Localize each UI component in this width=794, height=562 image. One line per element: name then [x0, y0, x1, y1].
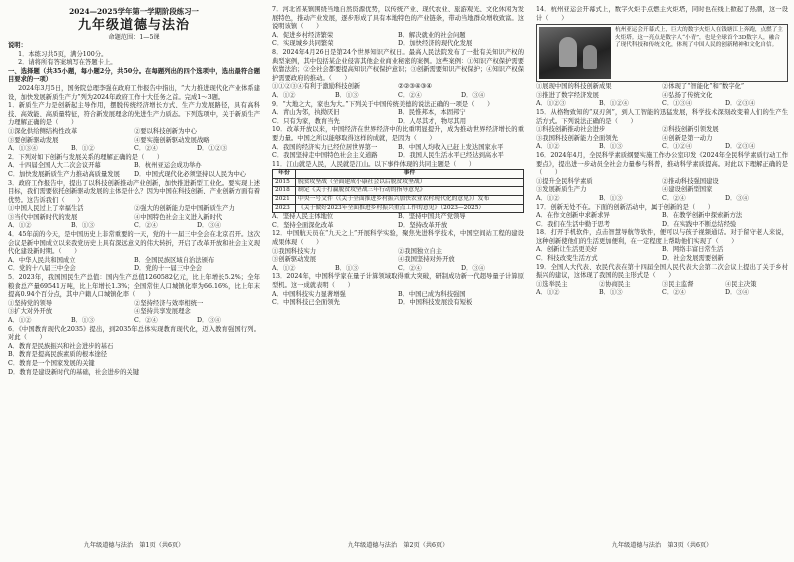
option: C．坚持全面深化改革 [272, 221, 334, 229]
option: D．在实践中不断总结经验 [662, 220, 737, 228]
exam-title: 2024—2025学年第一学期阶段练习一 [69, 7, 199, 16]
question-number: 6 [8, 325, 13, 333]
option: B．网络丰富日常生活 [662, 246, 724, 254]
question-stem: 打开手机软件，点击智慧导航等软件，便可以与孩子视频通话。对于留守老人来说，这种创新使他们的生活更加便利，在一定程度上帮助他们实现了（ ） [536, 229, 788, 245]
option: C．中国科技已全面领先 [272, 299, 340, 307]
answer-choice: B．①③ [335, 264, 359, 272]
question-8: 8．2024年4月26日是第24个世界知识产权日。最高人民法院发布了一批有关知识产权的典型案例，其中包括某企业侵害其他企业商业秘密的案例。这些案例：①知识产权保护需要依靠法治；②全社会都要提高知识产权保护意识；③创新需要知识产权保护；④知识产权保护需要政府的推动。（ ） ①①②③④有利于激励科技创新 ②②③④③④ A．①② B．①③ C．②④ D．③④ [272, 48, 524, 99]
question-number: 4 [8, 231, 13, 239]
table-header-event: 事件 [295, 170, 523, 179]
option: ①科技创新推动社会进步 [536, 126, 606, 134]
question-16: 16．2024年4月，全民科学素质纲要实施工作办公室印发《2024年全民科学素质行动工作要点》，提出进一步动员全社会力量参与科普，推动科学素质提高。对此以下理解正确的是（ ） ①提升全民科学素质 ②推动科技强国建设 ③发展新质生产力 ④建设创新型国家 A．①② B．①③ C．②④ D．③④ [536, 151, 788, 202]
question-stem: 2023年，我国国民生产总值：国内生产总值1260582亿元，比上年增长5.2%；全年粮食总产量69541万吨，比上年增长1.3%；全国常住人口城镇化率为66.16%，比上年末提高0.94个百分点，其中户籍人口城镇化率（ ） [8, 274, 260, 299]
answer-choice: D．③④ [461, 91, 485, 99]
question-3: 3．政府工作报告中，提出了以科技创新推动产业创新，加快推进新型工业化。要实现上述目标，我们需要依托创新驱动发展的主体是什么？因为中国在科技创新、产业创新方面有着优势。这告诉我们（ ） ①中国人民过上了幸福生活 ②强大的创新能力是中国新质生产力 ③当代中国新时代的发展 ④中国特色社会主义进入新时代 A．①② B．①③ C．②④ D．③④ [8, 179, 260, 230]
question-2: 2．下列对如下创新与发展关系的理解正确的是（ ） A．十四届全国人大二次会议开幕 B．杭州亚运会成功举办 C．加快发展新质生产力推动高质量发展 D．中国式现代化必须坚持以人民为中心 [8, 154, 260, 180]
option: ③民主监督 [662, 280, 694, 288]
option: ②体现了“智能化”和“数字化” [662, 83, 745, 91]
table-cell: 2018 [273, 187, 296, 196]
question-number: 14 [536, 6, 545, 13]
table-row [273, 187, 524, 196]
answer-choice: C．②④ [134, 222, 158, 230]
option: B．杭州亚运会成功举办 [134, 162, 202, 170]
note-1: 1．本练习共5页，满分100分。 [18, 50, 108, 58]
table-row [273, 196, 524, 205]
option: ①我国科技实力 [272, 247, 317, 255]
answer-choice: C．②④ [398, 91, 422, 99]
answer-choice: D．③④ [461, 264, 485, 272]
question-number: 7 [272, 6, 277, 13]
question-stem: 从格物致知的“双刃剑”，到人工智能的迅猛发展，科学技术深刻改变着人们的生产生活方式。下列说法正确的是（ ） [536, 108, 788, 125]
option: C．只有为家，教育当先 [272, 117, 340, 125]
question-1: 1．新质生产力是创新起主导作用，摆脱传统经济增长方式、生产力发展路径，具有高科技、高效能、高质量特征，符合新发展理念的先进生产力质态。下列选项中，关于新质生产力理解正确的是（ ） ①深化供给侧结构性改革 ②要以科技创新为中心 ③要创新驱动发展 ④要实施创新驱动发展战略 A．①③④ B．①② C．②④ D．①②③ [8, 102, 260, 153]
option: ②强大的创新能力是中国新质生产力 [134, 205, 235, 213]
question-number: 12 [272, 230, 281, 238]
option: ①选举民主 [536, 280, 568, 288]
question-number: 8 [272, 48, 277, 56]
answer-choice: D．③④ [725, 289, 749, 297]
option: A．坚持人民主体地位 [272, 213, 334, 221]
answer-choice: A．①② [536, 194, 560, 202]
option: D．中国科技发展没有短板 [398, 299, 473, 307]
option: ②②③④③④ [398, 83, 432, 91]
question-stem: 杭州亚运会开幕式上，数字火炬手点燃主火炬塔，同时也在线上掀起了热潮，这一设计（ ） [536, 6, 788, 22]
option: ②推动科技强国建设 [662, 177, 719, 185]
material-box [536, 24, 788, 82]
answer-choice: D．③④ [197, 222, 221, 230]
question-stem: 下列对如下创新与发展关系的理解正确的是（ ） [18, 153, 164, 161]
question-number: 15 [536, 108, 545, 116]
table-cell: 《关于做好2023年全面推进乡村振兴重点工作的意见》（2023—2025） [295, 204, 523, 213]
question-10: 10．改革开放以来，中国经济在世界经济中的比重明显提升，成为推动世界经济增长的重要力量。中国之所以能够取得这样的成就，是因为（ ） A．我国的经济实力已经位居世界第一 B．中国人均收入已赶上发达国家水平 C．我国坚持走中国特色社会主义道路 D．我国人民生活水平已经达到高水平 [272, 126, 524, 160]
option: ②坚持经济与效率相统一 [134, 299, 204, 307]
option: D．中国式现代化必须坚持以人民为中心 [134, 170, 247, 178]
column-2 [272, 6, 524, 554]
option: B．坚持中国共产党领导 [398, 213, 466, 221]
option: ④弘扬了传统文化 [662, 91, 713, 99]
option: ③我国科技创新能力全面领先 [536, 134, 618, 142]
answer-choice: A．①②③ [536, 100, 566, 108]
question-5: 5．2023年，我国国民生产总值：国内生产总值1260582亿元，比上年增长5.2%；全年粮食总产量69541万吨，比上年增长1.3%；全国常住人口城镇化率为66.16%，比上年末提高0.94个百分点，其中户籍人口城镇化率（ ） ①坚持党的领导 ②坚持经济与效率相统一 ③扩大对外开放 ④坚持共享发展理念 A．①② B．①③ C．②④ D．③④ [8, 274, 260, 324]
answer-choice: D．③④ [197, 317, 221, 324]
question-number: 17 [536, 203, 545, 211]
option: C．教育是一个国家发展的关键 [8, 359, 95, 367]
answer-choice: B．①③ [599, 194, 623, 202]
answer-choice: C．②④ [398, 264, 422, 272]
option: D．加快经济的现代化发展 [398, 40, 473, 48]
intro-text: 2024年3月5日，国务院总理李强在政府工作报告中指出，“大力推进现代化产业体系建设，加快发展新质生产力”列为2024年政府工作十大任务之首。完成1～3题。 [8, 84, 260, 101]
page-footer-3: 九年级道德与法治 第3页（共6页） [611, 542, 713, 550]
option: C．我们在生活中勤于思考 [536, 220, 611, 228]
option: ④建设创新型国家 [662, 186, 713, 194]
answer-choice: C．②④ [662, 194, 686, 202]
option: D．坚持改革开放 [398, 221, 448, 229]
question-stem: 创新无处不在。下面的创新活动中，属于创新的是（ ） [550, 203, 715, 211]
exam-scope: 命题范围：1—5课 [108, 34, 160, 41]
option: A．青山为邻，执拗厌旧 [272, 109, 340, 117]
answer-choice: A．①② [272, 264, 296, 272]
answer-choice: A．①② [536, 143, 560, 151]
question-number: 11 [272, 160, 281, 168]
question-stem: 2024年4月26日是第24个世界知识产权日。最高人民法院发布了一批有关知识产权的典型案例，其中包括某企业侵害其他企业商业秘密的案例。这些案例：①知识产权保护需要依靠法治；②全社会都要提高知识产权保护意识；③创新需要知识产权保护；④知识产权保护需要政府的推动。（ ） [272, 48, 524, 82]
question-11: 11．江山就是人民，人民就是江山。以下事件体现的共同主题是（ ） 年份 事件 2015 脱贫攻坚战（全面建成小康社会以后脱贫攻坚战） 2018 制定《关于打赢脱贫攻坚战三年行动的指导意见》 2021 中央一号文件（《关于全面推进乡村振兴加快农业农村现代化的意见》）发布 2023 《关于做好2023年全面推进乡村振兴重点工作的意见》（2023—2025） A．坚持人民主体地位 B．坚持中国共产党领导 C．坚持全面深化改革 D．坚持改革开放 [272, 161, 524, 231]
notes-label: 说明： [8, 42, 27, 49]
question-number: 1 [8, 102, 13, 110]
answer-choice: A．①② [8, 222, 32, 230]
option: ①深化供给侧结构性改革 [8, 127, 78, 135]
question-stem: 新质生产力是创新起主导作用，摆脱传统经济增长方式、生产力发展路径，具有高科技、高效能、高质量特征，符合新发展理念的先进生产力质态。下列选项中，关于新质生产力理解正确的是（ ） [8, 102, 260, 127]
answer-choice: D．①②③ [197, 145, 228, 153]
answer-choice: C．②④ [662, 289, 686, 297]
question-number: 18 [536, 229, 545, 237]
option: ②协商民主 [599, 280, 631, 288]
question-stem: 2024年4月，全民科学素质纲要实施工作办公室印发《2024年全民科学素质行动工作要点》，提出进一步动员全社会力量参与科普，推动科学素质提高。对此以下理解正确的是（ ） [536, 151, 788, 177]
question-stem: 政府工作报告中，提出了以科技创新推动产业创新，加快推进新型工业化。要实现上述目标，我们需要依托创新驱动发展的主体是什么？因为中国在科技创新、产业创新方面有着优势。这告诉我们（ ） [8, 179, 260, 204]
option: ④民主决策 [725, 280, 757, 288]
table-cell: 中央一号文件（《关于全面推进乡村振兴加快农业农村现代化的意见》）发布 [295, 196, 523, 205]
table-cell: 2021 [273, 196, 296, 205]
answer-choice: B．①③ [335, 91, 359, 99]
question-18: 18．打开手机软件，点击智慧导航等软件，便可以与孩子视频通话。对于留守老人来说，这种创新使他们的生活更加便利，在一定程度上帮助他们实现了（ ） A．创新让生活更美好 B．网络丰富日常生活 C．科技改变生活方式 D．社会发展需要创新 [536, 229, 788, 263]
option: B．民惟邦本，本固邦宁 [398, 109, 466, 117]
option: ①提升全民科学素质 [536, 177, 593, 185]
option: B．全国民族区域自治法颁布 [134, 256, 215, 264]
option: C．科技改变生活方式 [536, 255, 598, 263]
question-stem: 2024年，中国科学家在量子计算领域取得重大突破，研制成功新一代超导量子计算原型机。这一成就表明（ ） [272, 273, 524, 289]
option: B．教育是提高民族素质的根本途径 [8, 351, 108, 359]
question-4: 4．45年前的今天，是中国历史上非常重要的一天，党的十一届三中全会在北京召开。这次会议是新中国成立以来我党历史上具有深远意义的伟大转折，开启了改革开放和社会主义现代化建设新时期。（ ） A．中华人民共和国成立 B．全国民族区域自治法颁布 C．党的十八届三中全会 D．党的十一届三中全会 [8, 231, 260, 273]
table-header-year: 年份 [273, 170, 296, 179]
option: ④创新是第一动力 [662, 134, 713, 142]
table-cell: 2023 [273, 204, 296, 213]
option: D．社会发展需要创新 [662, 255, 724, 263]
events-table [272, 169, 524, 213]
question-7: 7．河北省某镇围绕当地自然资源优势，以传统产业、现代农业、旅游观光、文化休闲为发展特色，推动产业发展，逐步形成了具有本地特色的产业链条，带动当地群众增收致富。这说明该镇（ ） A．促进乡村经济繁荣 B．解决就业的社会问题 C．实现城乡共同繁荣 D．加快经济的现代化发展 [272, 6, 524, 48]
table-cell: 2015 [273, 178, 296, 187]
answer-choice: B．①② [71, 145, 95, 153]
answer-choice: D．②③④ [725, 143, 756, 151]
option: ④中国特色社会主义进入新时代 [134, 213, 223, 221]
question-stem: 改革开放以来，中国经济在世界经济中的比重明显提升，成为推动世界经济增长的重要力量。中国之所以能够取得这样的成就，是因为（ ） [272, 126, 524, 142]
column-3 [536, 6, 788, 554]
question-number: 2 [8, 153, 13, 161]
answer-choice: C．②④ [134, 317, 158, 324]
option: ①①②③④有利于激励科技创新 [272, 83, 361, 91]
option: A．中华人民共和国成立 [8, 256, 76, 264]
table-cell: 制定《关于打赢脱贫攻坚战三年行动的指导意见》 [295, 187, 523, 196]
option: ④我国坚持对外开放 [398, 256, 455, 264]
answer-choice: A．①② [536, 289, 560, 297]
option: B．中国已成为科技强国 [398, 290, 466, 298]
question-stem: “大地之大，家也为大。”下列关于中国传统美德的说法正确的一项是（ ） [282, 100, 494, 108]
option: ③扩大对外开放 [8, 308, 53, 316]
table-cell: 脱贫攻坚战（全面建成小康社会以后脱贫攻坚战） [295, 178, 523, 187]
option: ④要实施创新驱动发展战略 [134, 136, 210, 144]
answer-choice: A．①② [272, 91, 296, 99]
question-12: 12．中国航天员在“九天之上”开展科学实验，聚焦先进科学技术，中国空间站工程的建设成果体现（ ） ①我国科技实力 ②我国独立自主 ③创新驱动发展 ④我国坚持对外开放 A．①② B．①③ C．②④ D．③④ [272, 230, 524, 272]
answer-choice: D．③④ [725, 194, 749, 202]
option: A．我国的经济实力已经位居世界第一 [272, 143, 378, 151]
option: A．在作文创新中求新求异 [536, 212, 610, 220]
table-row [273, 178, 524, 187]
answer-choice: D．②③④ [725, 100, 756, 108]
answer-choice: C．①③④ [662, 100, 693, 108]
option: ②科技创新引领发展 [662, 126, 719, 134]
option: ①展现中国的科技创新成果 [536, 83, 612, 91]
option: C．我国坚持走中国特色社会主义道路 [272, 152, 378, 160]
question-number: 5 [8, 274, 13, 282]
option: ①坚持党的领导 [8, 299, 53, 307]
option: ③创新驱动发展 [272, 256, 317, 264]
option: B．中国人均收入已赶上发达国家水平 [398, 143, 504, 151]
page-footer-1: 九年级道德与法治 第1页（共6页） [83, 542, 185, 550]
question-stem: 45年前的今天，是中国历史上非常重要的一天，党的十一届三中全会在北京召开。这次会议是新中国成立以来我党历史上具有深远意义的伟大转折，开启了改革开放和社会主义现代化建设新时期。（ ） [8, 231, 260, 256]
option: ③当代中国新时代的发展 [8, 213, 78, 221]
question-number: 16 [536, 151, 545, 159]
question-number: 10 [272, 126, 281, 134]
option: A．十四届全国人大二次会议开幕 [8, 162, 101, 170]
answer-choice: B．①③ [71, 317, 95, 324]
option: B．在教学创新中探索新方法 [662, 212, 743, 220]
option: C．加快发展新质生产力推动高质量发展 [8, 170, 120, 178]
option: A．中国科技实力显著增强 [272, 290, 346, 298]
question-17: 17．创新无处不在。下面的创新活动中，属于创新的是（ ） A．在作文创新中求新求异 B．在教学创新中探索新方法 C．我们在生活中勤于思考 D．在实践中不断总结经验 [536, 204, 788, 230]
table-row [273, 204, 524, 213]
option: D．教育是建设新时代的基础，社会进步的关键 [8, 368, 139, 376]
option: ④坚持共享发展理念 [134, 308, 191, 316]
option: A．创新让生活更美好 [536, 246, 598, 254]
question-number: 19 [536, 263, 545, 271]
option: ③发展新质生产力 [536, 186, 587, 194]
option: C．党的十八届三中全会 [8, 265, 76, 273]
answer-choice: B．①③ [71, 222, 95, 230]
option: ②我国独立自主 [398, 247, 443, 255]
question-number: 9 [272, 100, 277, 108]
option: A．教育是民族振兴和社会进步的基石 [8, 342, 114, 350]
question-13: 13．2024年，中国科学家在量子计算领域取得重大突破，研制成功新一代超导量子计算原型机。这一成就表明（ ） A．中国科技实力显著增强 B．中国已成为科技强国 C．中国科技已全面领先 D．中国科技发展没有短板 [272, 273, 524, 307]
option: D．党的十一届三中全会 [134, 265, 203, 273]
note-2: 2．请将所有答案填写在答题卡上。 [18, 59, 117, 67]
answer-choice: A．①② [8, 317, 32, 324]
option: D．人尽其才，物尽其用 [398, 117, 467, 125]
question-6: 6．《中国教育现代化2035》提出，到2035年总体实现教育现代化，迈入教育强国行列。对此（ ） A．教育是民族振兴和社会进步的基石 B．教育是提高民族素质的根本途径 C．教育是一个国家发展的关键 D．教育是建设新时代的基础，社会进步的关键 [8, 325, 260, 376]
column-1 [8, 6, 260, 554]
answer-choice: B．①③ [599, 289, 623, 297]
material-caption: 杭州亚运会开幕式上，巨大的数字火炬人在钱塘江上奔跑，点燃了主火炬塔。这一亮点是数字人“小青”，也是全球首个3D数字人，融合了现代科技和传统文化，体现了中国人民的创新精神和文化自信。 [615, 27, 783, 48]
option: ①中国人民过上了幸福生活 [8, 205, 84, 213]
torch-photo [539, 27, 611, 79]
question-stem: 中国航天员在“九天之上”开展科学实验，聚焦先进科学技术，中国空间站工程的建设成果体现（ ） [272, 230, 524, 247]
answer-choice: A．①③④ [8, 145, 38, 153]
question-14: 14．杭州亚运会开幕式上，数字火炬手点燃主火炬塔，同时也在线上掀起了热潮，这一设计（ ） 杭州亚运会开幕式上，巨大的数字火炬人在钱塘江上奔跑，点燃了主火炬塔。这一亮点是数字人“小青”，也是全球首个3D数字人，融合了现代科技和传统文化，体现了中国人民的创新精神和文化自信。 ①展现中国的科技创新成果 ②体现了“智能化”和“数字化” ③推进了数字经济发展 ④弘扬了传统文化 A．①②③ B．①②④ C．①③④ D．②③④ [536, 6, 788, 108]
answer-choice: C．①②④ [662, 143, 693, 151]
answer-choice: B．①③ [599, 143, 623, 151]
option: C．实现城乡共同繁荣 [272, 40, 334, 48]
subject-title: 九年级道德与法治 [77, 18, 190, 33]
question-number: 13 [272, 273, 281, 281]
answer-choice: C．②④ [134, 145, 158, 153]
option: A．促进乡村经济繁荣 [272, 31, 334, 39]
option: ③推进了数字经济发展 [536, 91, 599, 99]
part-1-heading: 一、选择题（共35小题，每小题2分，共50分。在每题列出的四个选项中，选出最符合题目要求的一项） [8, 67, 260, 84]
question-number: 3 [8, 179, 13, 187]
question-19: 19．全国人大代表、农民代表在第十四届全国人民代表大会第二次会议上提出了关于乡村振兴的建议，这体现了我国的民主形式是（ ） ①选举民主 ②协商民主 ③民主监督 ④民主决策 A．①② B．①③ C．②④ D．③④ [536, 263, 788, 297]
option: ③要创新驱动发展 [8, 136, 59, 144]
question-stem: 河北省某镇围绕当地自然资源优势，以传统产业、现代农业、旅游观光、文化休闲为发展特色，推动产业发展，逐步形成了具有本地特色的产业链条，带动当地群众增收致富。这说明该镇（ ） [272, 6, 524, 31]
page-footer-2: 九年级道德与法治 第2页（共6页） [347, 542, 449, 550]
question-stem: 江山就是人民，人民就是江山。以下事件体现的共同主题是（ ） [286, 160, 476, 168]
question-15: 15．从格物致知的“双刃剑”，到人工智能的迅猛发展，科学技术深刻改变着人们的生产生活方式。下列说法正确的是（ ） ①科技创新推动社会进步 ②科技创新引领发展 ③我国科技创新能力全面领先 ④创新是第一动力 A．①② B．①③ C．①②④ D．②③④ [536, 108, 788, 151]
answer-choice: B．①②④ [599, 100, 629, 108]
option: D．我国人民生活水平已经达到高水平 [398, 152, 504, 160]
option: B．解决就业的社会问题 [398, 31, 466, 39]
option: ②要以科技创新为中心 [134, 127, 197, 135]
question-stem: 《中国教育现代化2035》提出，到2035年总体实现教育现代化，迈入教育强国行列。对此（ ） [8, 325, 260, 342]
question-stem: 全国人大代表、农民代表在第十四届全国人民代表大会第二次会议上提出了关于乡村振兴的建议，这体现了我国的民主形式是（ ） [536, 263, 788, 280]
question-9: 9．“大地之大，家也为大。”下列关于中国传统美德的说法正确的一项是（ ） A．青山为邻，执拗厌旧 B．民惟邦本，本固邦宁 C．只有为家，教育当先 D．人尽其才，物尽其用 [272, 101, 524, 127]
